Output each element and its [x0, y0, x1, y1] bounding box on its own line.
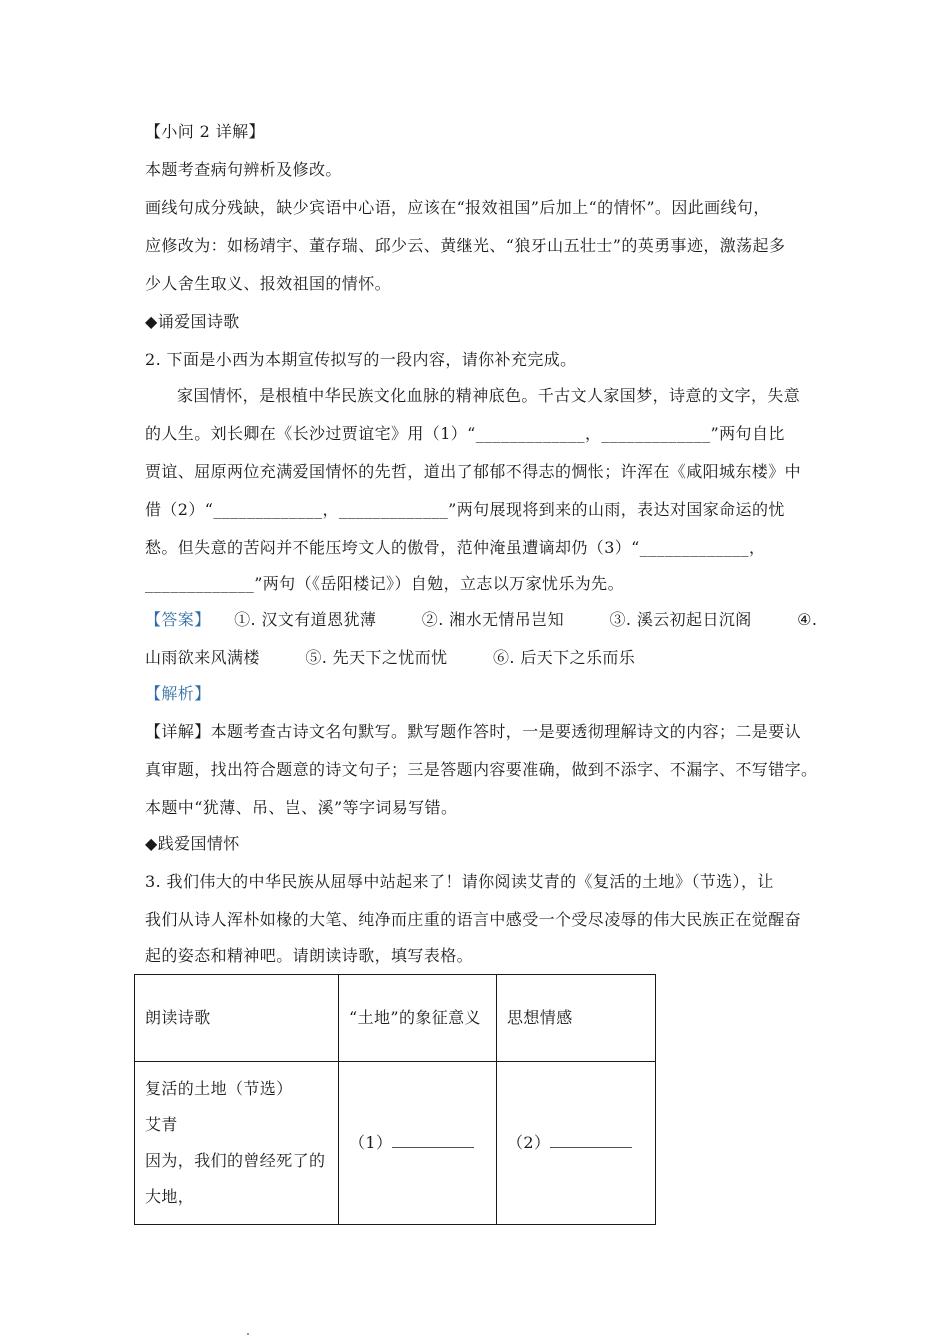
passage-line: 借（2）“_____________，_____________”两句展现将到来的山雨，表达对国家命运的忧	[145, 500, 785, 519]
answer-blank-cell[interactable]	[497, 1062, 656, 1225]
answer-tag: 【答案】	[145, 610, 211, 629]
answer-item: ②. 湘水无情吊岂知	[421, 610, 564, 629]
blank-label: （2）	[507, 1133, 551, 1152]
poem-author: 艾青	[145, 1115, 178, 1134]
poem-cell	[135, 1062, 339, 1225]
table-header-cell: 思想情感	[497, 975, 656, 1062]
blank-underline	[392, 1135, 474, 1148]
question-line: 3. 我们伟大的中华民族从屈辱中站起来了！请你阅读艾青的《复活的土地》（节选），让	[145, 872, 774, 891]
answer-item: ①. 汉文有道恩犹薄	[234, 610, 377, 629]
poem-title: 复活的土地（节选）	[145, 1079, 293, 1098]
section-heading: ◆践爱国情怀	[145, 834, 240, 853]
answer-row	[145, 648, 635, 668]
question-line: 起的姿态和精神吧。请朗读诗歌，填写表格。	[145, 946, 474, 965]
blank-underline	[550, 1135, 632, 1148]
poem-table	[134, 974, 656, 1225]
table-header-cell: 朗读诗歌	[135, 975, 339, 1062]
question-text: 2. 下面是小西为本期宣传拟写的一段内容，请你补充完成。	[145, 350, 577, 369]
section-heading: ◆诵爱国诗歌	[145, 312, 240, 331]
analysis-tag: 【解析】	[145, 684, 211, 703]
answer-item: ③. 溪云初起日沉阁	[609, 610, 752, 629]
passage-line: 贾谊、屈原两位充满爱国情怀的先哲，道出了郁郁不得志的惆怅；许浑在《咸阳城东楼》中	[145, 462, 802, 481]
analysis-line: 真审题，找出符合题意的诗文句子；三是答题内容要准确，做到不添字、不漏字、不写错字。	[145, 760, 818, 779]
answer-row	[145, 610, 817, 630]
poem-line: 因为，我们的曾经死了的	[145, 1151, 326, 1170]
analysis-line: 【详解】本题考查古诗文名句默写。默写题作答时，一是要透彻理解诗文的内容；二是要认	[145, 722, 802, 741]
detail-paragraph: 本题考查病句辨析及修改。	[145, 160, 342, 179]
detail-paragraph-line: 应修改为：如杨靖宇、董存瑞、邱少云、黄继光、“狼牙山五壮士”的英勇事迹，激荡起多	[145, 236, 786, 255]
question-line: 我们从诗人浑朴如椽的大笔、纯净而庄重的语言中感受一个受尽凌辱的伟大民族正在觉醒奋	[145, 910, 802, 929]
passage-line: 愁。但失意的苦闷并不能压垮文人的傲骨，范仲淹虽遭谪却仍（3）“_____________，	[145, 538, 766, 557]
answer-item: ⑤. 先天下之忧而忧	[305, 648, 448, 667]
answer-item: ⑥. 后天下之乐而乐	[493, 648, 636, 667]
passage-line: 的人生。刘长卿在《长沙过贾谊宅》用（1）“_____________，_____________”两句自比	[145, 424, 785, 443]
answer-item: 山雨欲来风满楼	[145, 648, 260, 667]
analysis-line: 本题中“犹薄、吊、岂、溪”等字词易写错。	[145, 798, 458, 817]
blank-label: （1）	[349, 1133, 393, 1152]
table-header-cell: “土地”的象征意义	[339, 975, 497, 1062]
detail-paragraph-line: 画线句成分残缺，缺少宾语中心语，应该在“报效祖国”后加上“的情怀”。因此画线句，	[145, 198, 770, 217]
footer-mark	[247, 1333, 249, 1335]
passage-line: 家国情怀，是根植中华民族文化血脉的精神底色。千古文人家国梦，诗意的文字，失意	[177, 386, 801, 405]
detail-header: 【小问 2 详解】	[145, 122, 265, 141]
detail-paragraph-line: 少人舍生取义、报效祖国的情怀。	[145, 274, 392, 293]
answer-item: ④.	[797, 610, 818, 629]
passage-line: _____________”两句（《岳阳楼记》）自勉，立志以万家忧乐为先。	[145, 574, 624, 593]
answer-blank-cell[interactable]	[339, 1062, 497, 1225]
poem-line: 大地，	[145, 1187, 195, 1206]
